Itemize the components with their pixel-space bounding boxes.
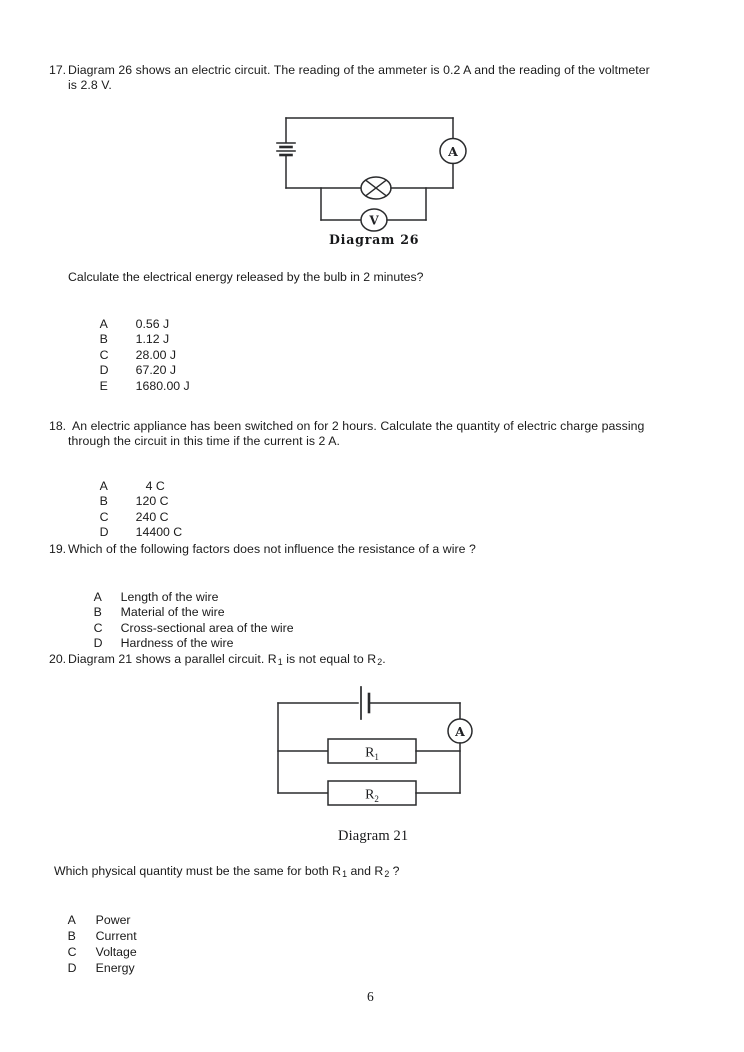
question-20-option-d <box>54 945 135 992</box>
question-20-stem-prefix: Diagram 21 shows a parallel circuit. R <box>68 652 277 666</box>
option-letter: C <box>67 944 77 959</box>
option-letter: B <box>67 928 76 943</box>
option-letter: B <box>99 494 108 509</box>
page-number: 6 <box>367 989 374 1004</box>
option-letter: C <box>93 620 103 635</box>
diagram-26-svg <box>270 110 485 235</box>
question-17-prompt: Calculate the electrical energy released by the bulb in 2 minutes? <box>68 270 424 284</box>
option-text: 1.12 J <box>135 332 170 347</box>
question-19-number: 19. <box>49 542 67 556</box>
option-letter: A <box>67 912 76 927</box>
question-20-stem-sub1: 1 <box>277 657 283 668</box>
diagram-21-figure <box>270 683 475 808</box>
question-20-stem-middle: is not equal to R <box>282 652 377 666</box>
option-letter: A <box>93 589 102 604</box>
option-text: 67.20 J <box>135 363 177 378</box>
question-20-stem <box>68 652 708 671</box>
diagram-21-svg <box>270 683 475 808</box>
question-20-prompt-suffix: ? <box>389 864 400 878</box>
option-letter: D <box>99 525 109 540</box>
option-text: 1680.00 J <box>135 378 190 393</box>
voltmeter-label: V <box>369 213 379 228</box>
question-18-stem-line2: through the circuit in this time if the current is 2 A. <box>68 434 340 448</box>
question-17-option-e <box>86 363 190 410</box>
option-text: Material of the wire <box>120 605 225 620</box>
ammeter-label: A <box>455 724 465 739</box>
question-20-prompt-sub2: 2 <box>384 869 390 880</box>
option-text: Voltage <box>95 944 137 959</box>
option-text: Current <box>95 928 137 943</box>
question-20-prompt-prefix: Which physical quantity must be the same for both R <box>54 864 342 878</box>
option-letter: B <box>99 332 108 347</box>
question-17-number: 17. <box>49 63 67 77</box>
option-text: Energy <box>95 960 135 975</box>
option-text: 240 C <box>135 509 169 524</box>
option-text: Power <box>95 912 131 927</box>
question-18-number: 18. <box>49 419 67 433</box>
battery-symbol <box>277 143 295 155</box>
ammeter-label: A <box>448 144 458 159</box>
option-letter: D <box>67 960 77 975</box>
option-letter: D <box>99 363 109 378</box>
option-text: 28.00 J <box>135 347 177 362</box>
option-text: 14400 C <box>135 525 183 540</box>
question-20-stem-sub2: 2 <box>377 657 383 668</box>
question-18-stem-line1: An electric appliance has been switched on for 2 hours. Calculate the quantity of electric charge passing <box>72 419 645 433</box>
option-letter: D <box>93 636 103 651</box>
option-text: Length of the wire <box>120 589 219 604</box>
option-letter: C <box>99 509 109 524</box>
diagram-26-caption: Diagram 26 <box>329 232 420 247</box>
question-20-prompt-sub1: 1 <box>342 869 348 880</box>
question-17-stem-line2: is 2.8 V. <box>68 78 112 92</box>
option-text: 0.56 J <box>135 316 170 331</box>
option-letter: C <box>99 347 109 362</box>
option-text: 4 C <box>145 478 165 493</box>
option-text: Hardness of the wire <box>120 636 234 651</box>
option-text: Cross-sectional area of the wire <box>120 620 294 635</box>
diagram-21-caption: Diagram 21 <box>338 828 409 844</box>
question-17-stem-line1: Diagram 26 shows an electric circuit. The reading of the ammeter is 0.2 A and the reading of the voltmeter <box>68 63 650 77</box>
question-20-number: 20. <box>49 652 67 666</box>
option-letter: E <box>99 378 108 393</box>
question-20-prompt <box>54 864 694 883</box>
option-letter: A <box>99 478 108 493</box>
option-text: 120 C <box>135 494 169 509</box>
option-letter: A <box>99 316 108 331</box>
resistor-2-label: $R_2$ <box>365 787 379 804</box>
battery-symbol <box>361 687 369 719</box>
option-letter: B <box>93 605 102 620</box>
resistor-1-label: $R_1$ <box>365 745 379 762</box>
question-20-stem-suffix: . <box>382 652 386 666</box>
diagram-26-figure <box>270 110 485 235</box>
question-20-prompt-middle: and R <box>347 864 384 878</box>
question-19-stem: Which of the following factors does not influence the resistance of a wire ? <box>68 542 476 556</box>
